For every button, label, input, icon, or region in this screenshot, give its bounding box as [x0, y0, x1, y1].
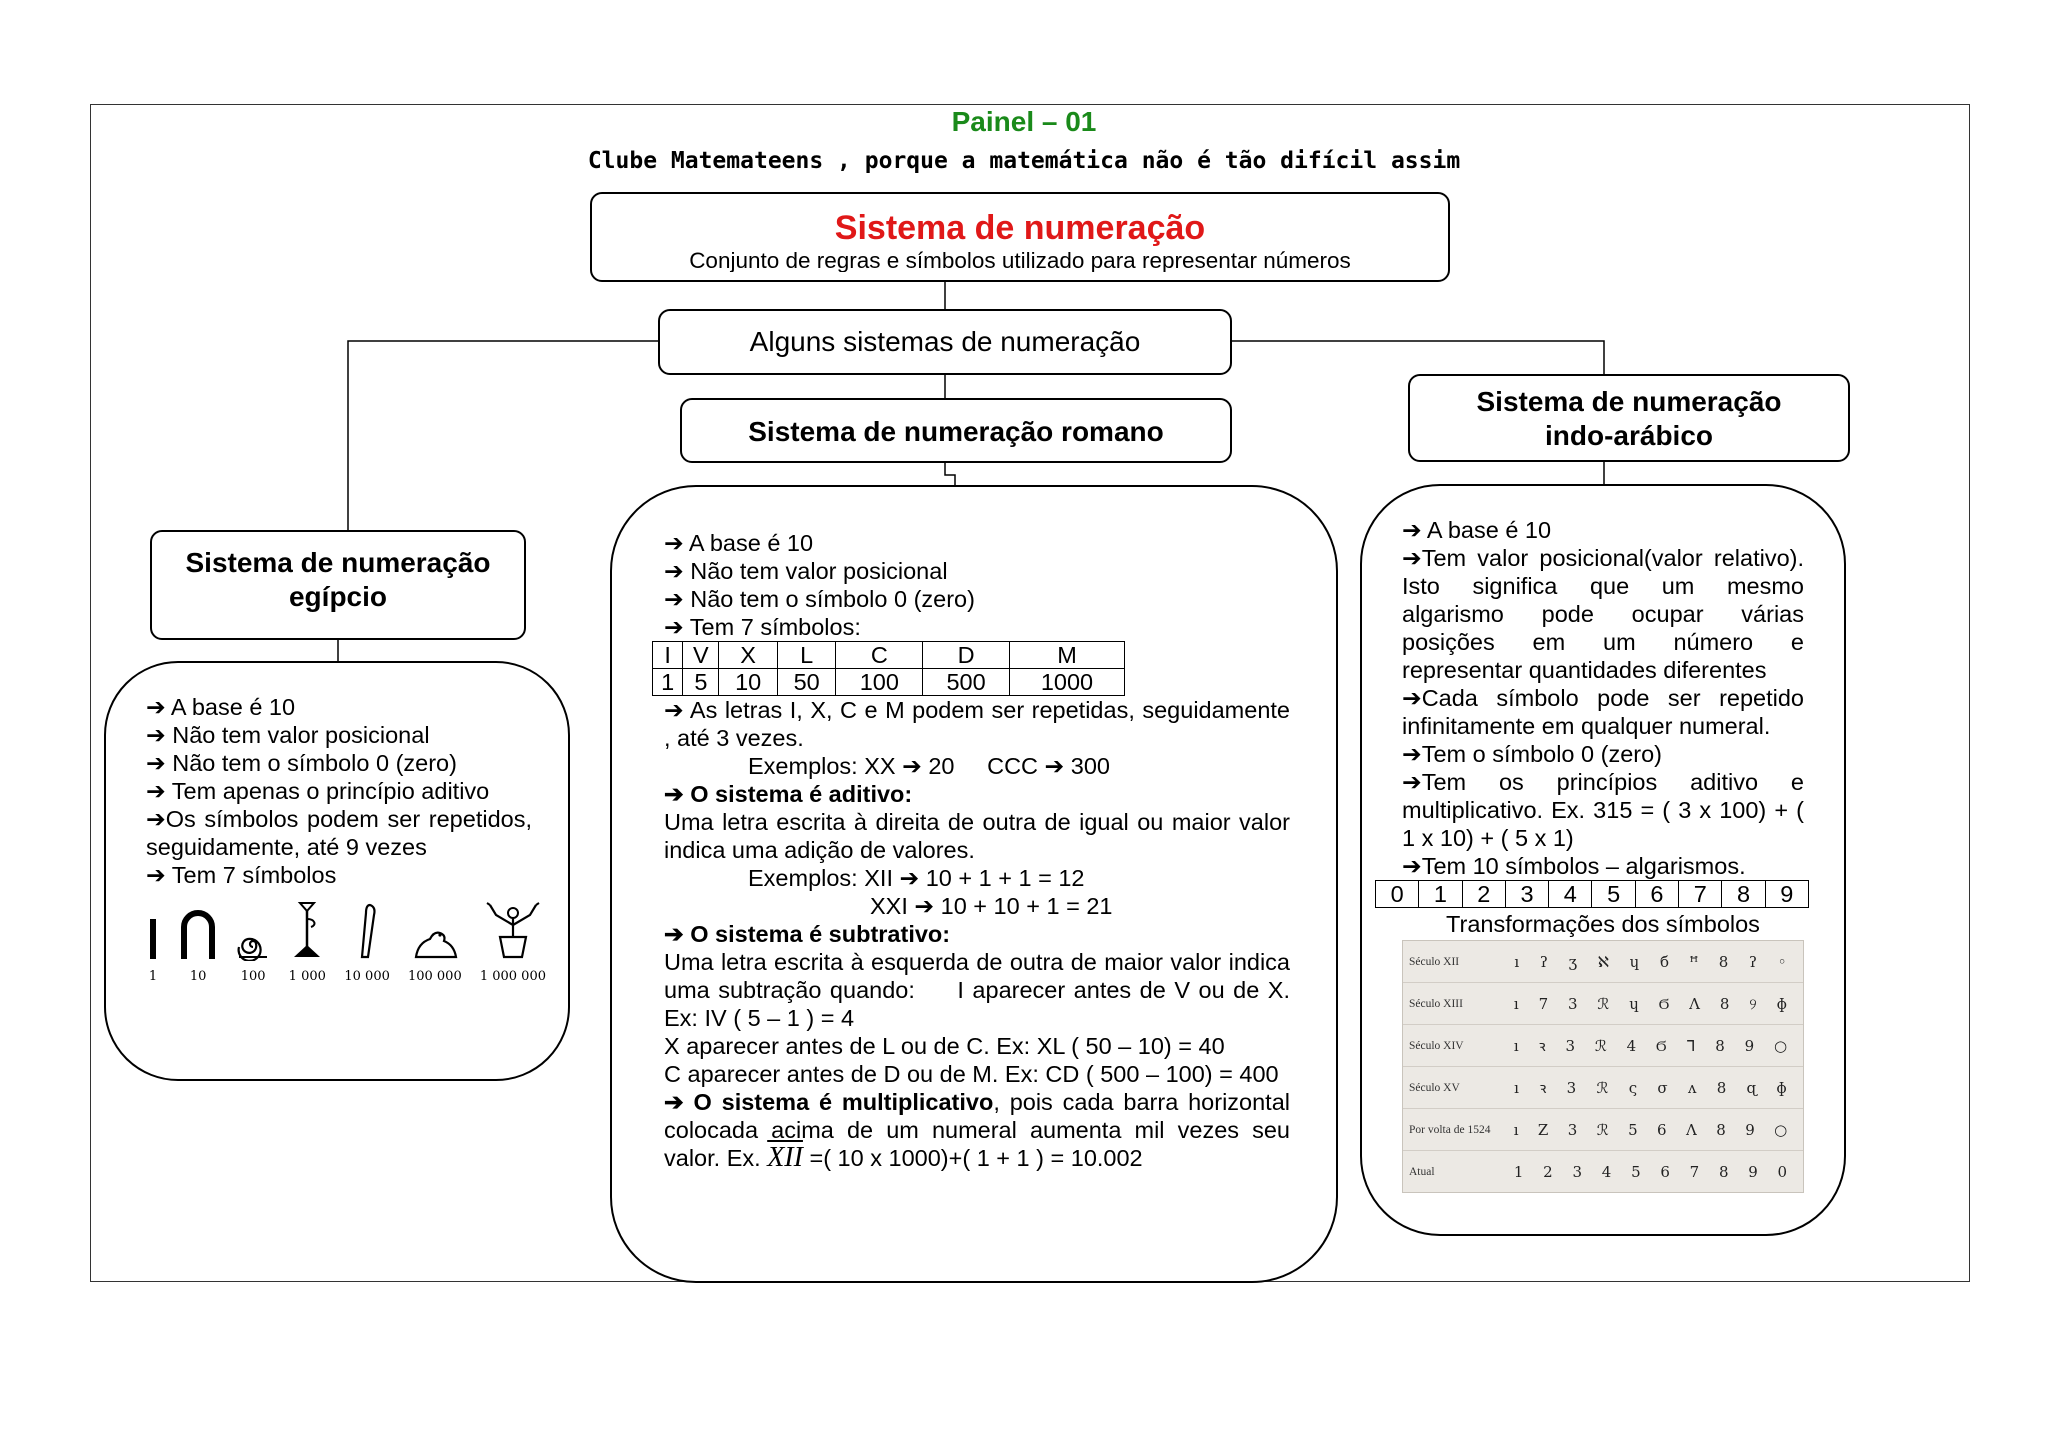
egyptian-item: ➔ Não tem valor posicional [146, 722, 430, 748]
indo-digit: 5 [1592, 881, 1635, 908]
roman-item: ➔ A base é 10 [664, 530, 814, 556]
indo-digit: 2 [1462, 881, 1505, 908]
history-glyph: 7 [1538, 994, 1549, 1013]
stroke-icon [146, 915, 160, 961]
history-glyph: Λ [1686, 1120, 1697, 1139]
history-glyph: ı [1513, 1120, 1519, 1139]
hieroglyph-1: 1 [146, 915, 160, 991]
history-glyph: 6 [1657, 1120, 1667, 1139]
main-title: Sistema de numeração [834, 209, 1206, 247]
indo-panel [1360, 484, 1846, 1236]
history-glyph: ı [1513, 1036, 1519, 1055]
history-glyph: 8 [1718, 952, 1729, 971]
history-glyph: ℵ [1597, 952, 1609, 971]
history-row [1403, 1025, 1803, 1067]
indo-symbols-title: ➔Tem 10 símbolos – algarismos. [1402, 853, 1746, 879]
roman-value-row [653, 669, 1125, 696]
egyptian-title-line1: Sistema de numeração [185, 547, 491, 578]
roman-repeat-examples: Exemplos: XX ➔ 20 CCC ➔ 300 [748, 753, 1110, 779]
history-glyph: 4 [1601, 1162, 1612, 1181]
egyptian-symbols-title: ➔ Tem 7 símbolos [146, 862, 337, 888]
lotus-icon [288, 899, 326, 961]
history-glyph: 3 [1568, 994, 1578, 1013]
history-glyph: ℛ [1594, 1036, 1607, 1055]
history-glyph: ı [1514, 1078, 1519, 1097]
indo-principles: ➔Tem os princípios aditivo e multiplicativo. Ex. 315 = ( 3 x 100) + ( 1 x 10) + ( 5 x 1) [1402, 769, 1804, 851]
history-glyph: ୨ [1749, 994, 1757, 1013]
roman-symbol: L [777, 642, 836, 669]
digit-history-image [1402, 940, 1804, 1193]
history-glyph: 0 [1777, 1162, 1788, 1181]
history-glyph: 9 [1748, 1162, 1758, 1181]
history-row-label: Século XIV [1409, 1039, 1464, 1052]
roman-value: 1000 [1009, 669, 1124, 696]
roman-symbol: D [923, 642, 1010, 669]
roman-value: 1 [653, 669, 683, 696]
roman-value: 5 [683, 669, 719, 696]
history-glyph: 7 [1689, 1162, 1700, 1181]
history-glyph: 3 [1572, 1162, 1583, 1181]
history-glyph: 9 [1745, 1120, 1755, 1139]
history-glyph: ɸ [1776, 994, 1787, 1013]
history-row [1403, 1067, 1803, 1109]
roman-subtractive-x: X aparecer antes de L ou de C. Ex: XL ( 50 – 10) = 40 [664, 1033, 1225, 1059]
history-row [1403, 983, 1803, 1025]
roman-repeat-rule: ➔ As letras I, X, C e M podem ser repetidas, seguidamente , até 3 vezes. [664, 697, 1290, 751]
roman-subtractive-title: ➔ O sistema é subtrativo: [664, 921, 951, 947]
history-glyph: ɸ [1776, 1078, 1787, 1097]
egyptian-panel [104, 661, 570, 1081]
history-row-label: Atual [1409, 1165, 1435, 1178]
indo-digit-table [1375, 880, 1809, 908]
history-glyph: ᒣ [1686, 1036, 1696, 1055]
indo-positional: ➔Tem valor posicional(valor relativo). Isto significa que um mesmo algarismo pode ocupar várias posições em um número e representar quantidades diferentes [1402, 545, 1804, 683]
indo-digit: 8 [1722, 881, 1765, 908]
history-glyph: σ [1657, 1078, 1668, 1097]
heel-bone-icon [178, 905, 218, 961]
hieroglyph-1000000: 1 000 000 [480, 901, 546, 991]
indo-title-line2: indo-arábico [1544, 420, 1713, 451]
history-glyph: ɥ [1629, 952, 1640, 971]
hieroglyph-row [146, 899, 546, 991]
history-glyph: ℛ [1597, 994, 1610, 1013]
history-glyph: ꝛ [1539, 1078, 1547, 1097]
history-glyph: 5 [1631, 1162, 1641, 1181]
roman-overline-numeral: $\overline{XII}$ [767, 1142, 803, 1173]
systems-header-box [658, 309, 1232, 375]
roman-symbol: I [653, 642, 683, 669]
egyptian-title-line2: egípcio [288, 581, 387, 612]
egyptian-title-box [150, 530, 526, 640]
history-glyph: 8 [1715, 1036, 1725, 1055]
history-glyph: ꝛ [1538, 1036, 1546, 1055]
god-heh-icon [482, 901, 544, 961]
roman-item: ➔ Tem 7 símbolos: [664, 614, 861, 640]
history-row-glyphs [1504, 948, 1803, 976]
roman-title: Sistema de numeração romano [748, 416, 1164, 447]
history-glyph: 8 [1716, 1078, 1727, 1097]
history-glyph: 2 [1543, 1162, 1553, 1181]
roman-value: 50 [777, 669, 836, 696]
history-glyph: ʒ [1568, 952, 1578, 971]
history-glyph: ı [1514, 952, 1520, 971]
roman-symbol: X [719, 642, 778, 669]
roman-multiplicative-title: O sistema é multiplicativo [693, 1089, 994, 1115]
main-description: Conjunto de regras e símbolos utilizado para representar números [689, 248, 1351, 272]
indo-digit: 6 [1635, 881, 1678, 908]
history-row [1403, 1109, 1803, 1151]
history-glyph: 3 [1566, 1078, 1577, 1097]
history-glyph: 6 [1660, 1162, 1670, 1181]
roman-subtractive-c: C aparecer antes de D ou de M. Ex: CD ( 500 – 100) = 400 [664, 1061, 1279, 1087]
history-glyph: ɋ [1746, 1078, 1757, 1097]
egyptian-item: ➔ Não tem o símbolo 0 (zero) [146, 750, 457, 776]
egyptian-repeat-text: ➔Os símbolos podem ser repetidos, seguidamente, até 9 vezes [146, 806, 532, 860]
history-glyph: ʔ [1748, 952, 1758, 971]
history-glyph: ʌ [1687, 1078, 1697, 1097]
hieroglyph-1000: 1 000 [288, 899, 326, 991]
roman-symbol: M [1009, 642, 1124, 669]
history-glyph: 5 [1628, 1120, 1638, 1139]
history-row [1403, 941, 1803, 983]
finger-icon [354, 901, 380, 961]
hieroglyph-10: 10 [178, 905, 218, 991]
history-glyph: Ϭ [1655, 1036, 1667, 1055]
egyptian-item: ➔ A base é 10 [146, 694, 296, 720]
history-glyph: 3 [1567, 1120, 1578, 1139]
history-glyph: 4 [1626, 1036, 1637, 1055]
indo-digit: 3 [1505, 881, 1548, 908]
history-row-glyphs [1504, 1074, 1803, 1102]
roman-title-box [680, 398, 1232, 463]
indo-zero: ➔Tem o símbolo 0 (zero) [1402, 741, 1662, 767]
history-glyph: ℛ [1596, 1120, 1609, 1139]
roman-multiplicative: ➔ O sistema é multiplicativo, pois cada barra horizontal colocada acima de um numeral aumenta mil vezes seu valor. Ex. $\overline{XII}$ =( 10 x 1000)+( 1 + 1 ) = 10.002 [664, 1089, 1290, 1173]
history-glyph: ℛ [1596, 1078, 1609, 1097]
history-glyph: Ϭ [1658, 994, 1670, 1013]
history-glyph: 3 [1565, 1036, 1576, 1055]
history-glyph: 8 [1716, 1120, 1726, 1139]
history-glyph: ○ [1774, 1120, 1788, 1139]
history-row [1403, 1151, 1803, 1192]
history-row-label: Por volta de 1524 [1409, 1123, 1491, 1136]
roman-additive-title: ➔ O sistema é aditivo: [664, 781, 913, 807]
roman-additive-text: Uma letra escrita à direita de outra de igual ou maior valor indica uma adição de valores. [664, 809, 1290, 863]
history-glyph: ◦ [1777, 952, 1787, 971]
history-row-glyphs [1504, 990, 1803, 1018]
indo-transform-title: Transformações dos símbolos [1446, 911, 1760, 937]
indo-digit: 7 [1679, 881, 1722, 908]
history-glyph: 8 [1718, 1162, 1729, 1181]
history-glyph: ʔ [1539, 952, 1548, 971]
history-glyph: 8 [1719, 994, 1730, 1013]
history-glyph: ꟸ [1689, 952, 1699, 971]
history-glyph: 1 [1513, 1162, 1524, 1181]
indo-digit: 1 [1419, 881, 1462, 908]
history-glyph: б [1660, 952, 1670, 971]
history-glyph: ς [1628, 1078, 1638, 1097]
indo-digit-row [1376, 881, 1809, 908]
roman-symbol: C [836, 642, 923, 669]
history-glyph: Z [1537, 1120, 1549, 1139]
hieroglyph-100: 100 [236, 921, 270, 991]
history-glyph: ı [1513, 994, 1519, 1013]
systems-header: Alguns sistemas de numeração [749, 326, 1141, 357]
roman-item: ➔ Não tem valor posicional [664, 558, 948, 584]
roman-value: 500 [923, 669, 1010, 696]
roman-item: ➔ Não tem o símbolo 0 (zero) [664, 586, 975, 612]
history-glyph: 9 [1744, 1036, 1755, 1055]
roman-value: 10 [719, 669, 778, 696]
hieroglyph-10000: 10 000 [344, 901, 390, 991]
roman-panel [610, 485, 1338, 1283]
club-subtitle: Clube Matemateens , porque a matemática não é tão difícil assim [587, 148, 1461, 174]
history-glyph: Λ [1689, 994, 1700, 1013]
indo-title-box [1408, 374, 1850, 462]
indo-base: ➔ A base é 10 [1402, 517, 1552, 543]
indo-digit: 0 [1376, 881, 1419, 908]
roman-value: 100 [836, 669, 923, 696]
roman-symbol-row [653, 642, 1125, 669]
panel-number: Painel – 01 [951, 106, 1097, 137]
history-row-label: Século XV [1409, 1081, 1460, 1094]
roman-symbol-table [652, 641, 1125, 696]
indo-digit: 4 [1549, 881, 1592, 908]
history-row-label: Século XIII [1409, 997, 1463, 1010]
egyptian-item: ➔ Tem apenas o princípio aditivo [146, 778, 490, 804]
frog-icon [412, 921, 458, 961]
history-row-glyphs [1504, 1032, 1803, 1060]
roman-symbol: V [683, 642, 719, 669]
history-glyph: ɥ [1629, 994, 1639, 1013]
roman-subtractive-text: Uma letra escrita à esquerda de outra de maior valor indica uma subtração quando: I aparecer antes de V ou de X. Ex: IV ( 5 – 1 ) = 4 [664, 949, 1304, 1031]
roman-additive-example-2: XXI ➔ 10 + 10 + 1 = 21 [870, 893, 1113, 919]
indo-repeat: ➔Cada símbolo pode ser repetido infinitamente em qualquer numeral. [1402, 685, 1804, 739]
history-row-glyphs [1504, 1116, 1803, 1144]
coil-rope-icon [236, 921, 270, 961]
history-row-glyphs [1504, 1158, 1803, 1186]
indo-digit: 9 [1765, 881, 1808, 908]
roman-additive-example-1: Exemplos: XII ➔ 10 + 1 + 1 = 12 [748, 865, 1085, 891]
main-concept-box [590, 192, 1450, 282]
indo-title-line1: Sistema de numeração [1476, 386, 1782, 417]
history-glyph: ○ [1773, 1036, 1788, 1055]
history-row-label: Século XII [1409, 955, 1460, 968]
hieroglyph-100000: 100 000 [408, 921, 462, 991]
